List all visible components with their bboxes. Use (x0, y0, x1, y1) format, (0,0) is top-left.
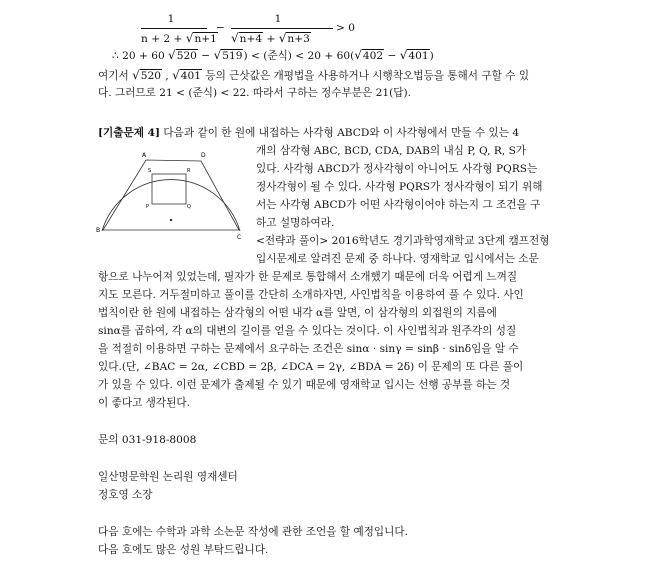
cyclic-quadrilateral-figure (96, 148, 246, 248)
label-D: D (201, 152, 206, 159)
problem-line-1 (98, 126, 519, 141)
label-S: S (148, 168, 152, 174)
fraction-2-den-sqrt2: n+3 (287, 33, 310, 45)
formula-minus: − (216, 22, 225, 34)
fraction-2-numerator: 1 (274, 13, 282, 25)
problem-line-16: 이 좋다고 생각된다. (98, 397, 190, 409)
contact-org: 일산명문학원 논리원 영재센터 (98, 471, 238, 483)
problem-line-3: 있다. 사각형 ABCD가 정사각형이 아니어도 사각형 PQRS는 (256, 163, 538, 175)
problem-line-10: 지도 모른다. 거두절미하고 풀이를 간단히 소개하자면, 사인법칙을 이용하여 풀 수 있다. 사인 (98, 289, 524, 301)
para1-line-2: 다. 그러므로 21 < (준식) < 22. 따라서 구하는 정수부분은 21(답). (98, 87, 411, 99)
para1-sqrt-401: 401 (180, 70, 201, 82)
para1-line-1: 여기서 √520 , √401 등의 근삿값은 개평법을 사용하거나 시행착오법등을 통해서 구할 수 있 (98, 68, 530, 82)
label-B: B (96, 227, 101, 234)
formula-gt-zero: > 0 (336, 22, 355, 34)
closing-line-2: 다음 호에도 많은 성원 부탁드립니다. (98, 544, 269, 556)
problem-line-7-rest: 2016학년도 경기과학영재학교 3단계 캠프전형 (328, 235, 550, 247)
fraction-1-numerator: 1 (167, 13, 175, 25)
center-point (170, 219, 172, 221)
formula-line-2-sqrt4: 401 (408, 50, 429, 62)
circumcircle-arc (102, 180, 240, 231)
formula-line-2-sqrt1: 520 (176, 50, 197, 62)
fraction-2-denominator: √n+4 + √n+3 (231, 31, 310, 45)
label-C: C (237, 234, 242, 241)
para1-line-1-b: , (161, 70, 173, 82)
problem-line-11: 법칙이란 한 원에 내접하는 삼각형의 어떤 내각 α를 알면, 이 삼각형의 외접원의 지름에 (98, 307, 497, 319)
fraction-1-bar (141, 28, 207, 29)
problem-line-12: sinα를 곱하여, 각 α의 대변의 길이를 얻을 수 있다는 것이다. 이 사인법칙과 원주각의 성질 (98, 325, 517, 337)
problem-line-1-rest: 다음과 같이 한 원에 내접하는 사각형 ABCD와 이 사각형에서 만들 수 있는 4 (160, 127, 520, 139)
problem-line-15: 가 있을 수 있다. 이런 문제가 출제될 수 있기 때문에 영재학교 입시는 선행 공부를 하는 것 (98, 379, 511, 391)
problem-line-9: 항으로 나누어져 있었는데, 필자가 한 문제로 통합해서 소개했기 때문에 더욱 어렵게 느껴질 (98, 271, 518, 283)
formula-line-2-sqrt2: 519 (222, 50, 243, 62)
problem-line-14: 있다.(단, ∠BAC = 2α, ∠CBD = 2β, ∠DCA = 2γ, ∠BDA = 2δ) 이 문제의 또 다른 풀이 (98, 361, 524, 373)
formula-line-2-sqrt3: 402 (362, 50, 384, 62)
problem-line-8: 입시문제로 알려진 문제 중 하나다. 영재학교 입시에서는 소문 (256, 253, 539, 265)
problem-line-13: 을 적절히 이용하면 구하는 문제에서 요구하는 조건은 sinα · sinγ = sinβ · sinδ임을 알 수 (98, 343, 519, 355)
closing-line-1: 다음 호에는 수학과 과학 소논문 작성에 관한 조언을 할 예정입니다. (98, 526, 408, 538)
formula-line-2: ∴ 20 + 60 √520 − √519) < (준식) < 20 + 60(√402 − √401) (112, 48, 434, 62)
formula-line-2-c: ) < (준식) < 20 + 60( (243, 50, 355, 62)
formula-line-2-e: ) (429, 50, 434, 62)
fraction-1-denominator: n + 2 + √n+1 (141, 31, 217, 45)
problem-line-6: 하고 설명하여라. (256, 217, 335, 229)
para1-line-1-c: 등의 근삿값은 개평법을 사용하거나 시행착오법등을 통해서 구할 수 있 (201, 70, 530, 82)
square-pqrs (152, 174, 186, 204)
label-A: A (142, 152, 147, 159)
contact-name: 정호영 소장 (98, 489, 153, 501)
problem-heading: [기출문제 4] (98, 127, 161, 139)
problem-line-7 (256, 234, 549, 249)
label-R: R (187, 168, 191, 174)
formula-line-2-a: ∴ 20 + 60 (112, 50, 169, 62)
fraction-2-bar (231, 28, 333, 29)
label-Q: Q (187, 204, 191, 210)
formula-line-2-b: − (197, 50, 214, 62)
formula-line-2-d: − (384, 50, 400, 62)
fraction-1-den-sqrt: n+1 (194, 33, 217, 45)
problem-line-2: 개의 삼각형 ABC, BCD, CDA, DAB의 내심 P, Q, R, S가 (256, 145, 527, 157)
contact-phone: 문의 031-918-8008 (98, 434, 197, 446)
strategy-heading: <전략과 풀이> (256, 235, 329, 247)
label-P: P (146, 204, 150, 210)
problem-line-4: 정사각형이 될 수 있다. 사각형 PQRS가 정사각형이 되기 위해 (256, 181, 543, 193)
para1-sqrt-520: 520 (140, 70, 161, 82)
fraction-2-den-sqrt1: n+4 (239, 33, 263, 45)
para1-line-1-a: 여기서 (98, 70, 133, 82)
fraction-1-den-text: n + 2 + (141, 33, 186, 45)
fraction-2-den-plus: + (263, 33, 279, 45)
problem-line-5: 서는 사각형 ABCD가 어떤 사각형이어야 하는지 그 조건을 구 (256, 199, 541, 211)
